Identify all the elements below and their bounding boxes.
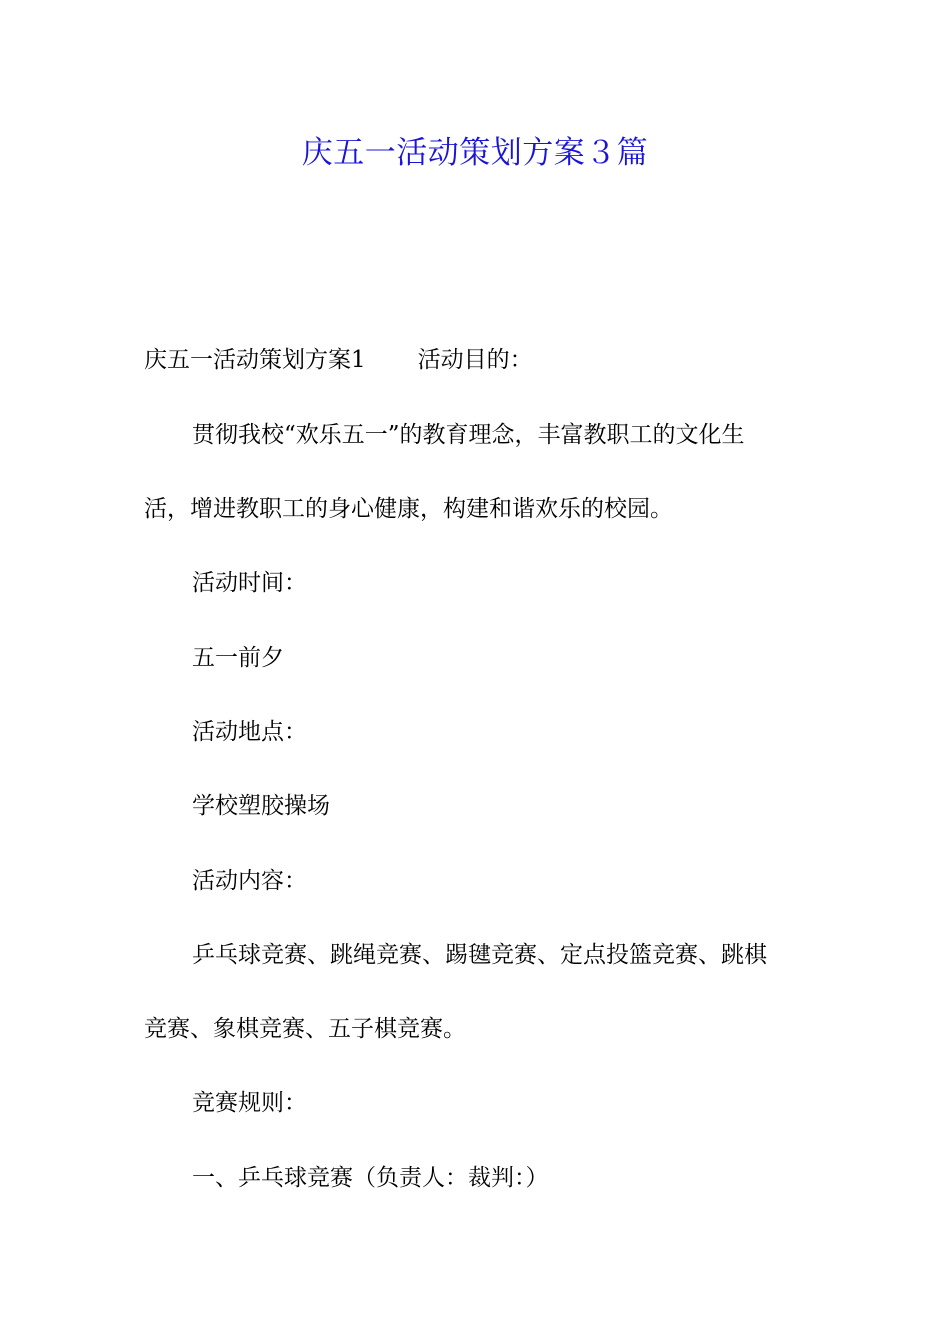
paragraph-line: 活，增进教职工的身心健康，构建和谐欢乐的校园。 [144, 496, 673, 522]
section-label-location: 活动地点： [192, 719, 307, 745]
paragraph-line: 竞赛、象棋竞赛、五子棋竞赛。 [144, 1016, 466, 1042]
paragraph-line: 贯彻我校“欢乐五一”的教育理念，丰富教职工的文化生 [192, 422, 745, 448]
paragraph-line: 乒乓球竞赛、跳绳竞赛、踢毽竞赛、定点投篮竞赛、跳棋 [192, 942, 767, 968]
plan-heading: 庆五一活动策划方案1 [144, 347, 366, 373]
section-label-rules: 竞赛规则： [192, 1090, 307, 1116]
document-title: 庆五一活动策划方案３篇 [301, 135, 649, 171]
heading-line [144, 342, 814, 378]
paragraph-line: 五一前夕 [192, 645, 284, 671]
section-label-content: 活动内容： [192, 868, 307, 894]
purpose-label: 活动目的： [417, 347, 533, 373]
section-label-time: 活动时间： [192, 570, 307, 596]
paragraph-line: 学校塑胶操场 [192, 793, 330, 819]
paragraph-line: 一、乒乓球竞赛（负责人：裁判：） [192, 1165, 549, 1191]
